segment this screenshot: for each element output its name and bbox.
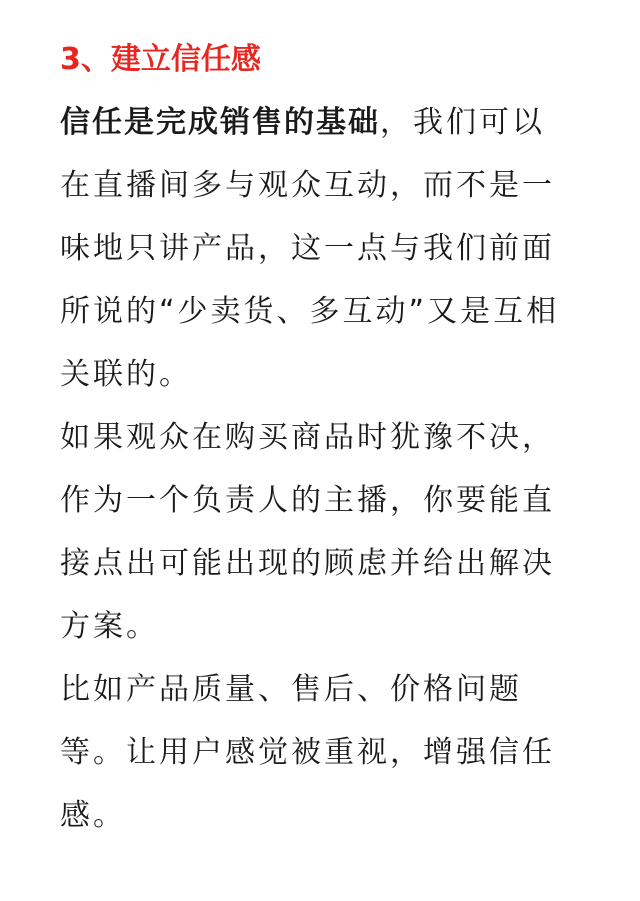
paragraph-1-line-1	[60, 103, 600, 143]
paragraph-1-line-4: 所说的“少卖货、多互动”又是互相	[60, 294, 560, 329]
paragraph-1-line-3: 味地只讲产品，这一点与我们前面	[60, 231, 555, 266]
paragraph-1-line-5: 关联的。	[60, 357, 192, 392]
paragraph-1-line-1-rest: ，我们可以	[380, 105, 545, 140]
paragraph-3-line-2: 等。让用户感觉被重视，增强信任	[60, 735, 555, 770]
paragraph-2-line-4: 方案。	[60, 609, 159, 644]
paragraph-2-line-3: 接点出可能出现的顾虑并给出解决	[60, 546, 555, 581]
paragraph-2-line-1: 如果观众在购买商品时犹豫不决，	[60, 420, 555, 455]
section-heading: 3、建立信任感	[60, 42, 261, 77]
paragraph-2-line-2: 作为一个负责人的主播，你要能直	[60, 483, 555, 518]
paragraph-1-line-2: 在直播间多与观众互动，而不是一	[60, 168, 555, 203]
paragraph-3-line-1: 比如产品质量、售后、价格问题	[60, 672, 522, 707]
bold-lead-text: 信任是完成销售的基础	[60, 105, 380, 140]
paragraph-3-line-3: 感。	[60, 798, 126, 833]
